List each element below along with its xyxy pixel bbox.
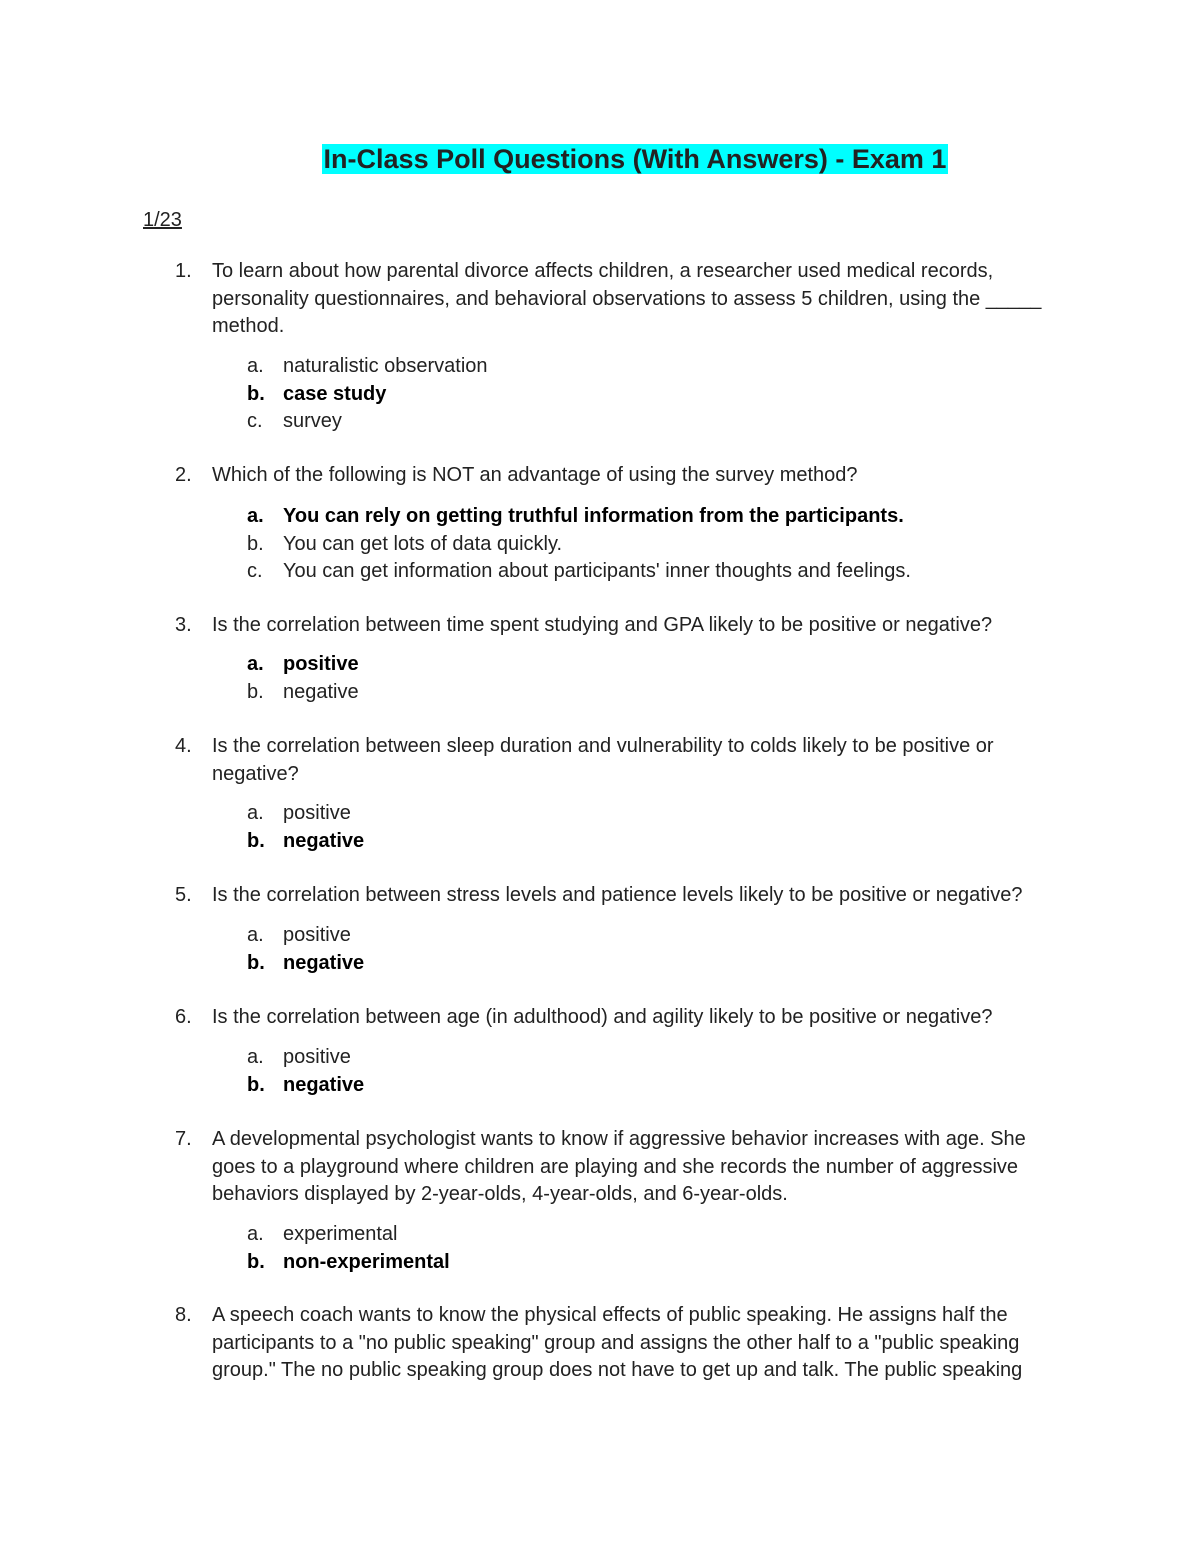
option-letter: c. [247, 560, 263, 582]
option-text: positive [283, 924, 351, 946]
option-text: non-experimental [283, 1250, 450, 1273]
option-letter: b. [247, 1250, 265, 1273]
question-number: 4. [175, 735, 192, 757]
option-text: You can rely on getting truthful information from the participants. [283, 505, 904, 527]
option-letter: a. [247, 355, 264, 377]
option-text: negative [283, 951, 365, 974]
section-date: 1/23 [143, 209, 182, 231]
option-letter: a. [247, 802, 264, 824]
question-text: Is the correlation between age (in adulthood) and agility likely to be positive or negative? [212, 1006, 993, 1028]
option-text: negative [283, 1073, 365, 1096]
question-number: 7. [175, 1128, 192, 1150]
question-number: 6. [175, 1006, 192, 1028]
document-title-text: In-Class Poll Questions (With Answers) - Exam 1 [323, 144, 947, 174]
question-text: Which of the following is NOT an advantage of using the survey method? [212, 464, 858, 486]
option-text: survey [283, 410, 342, 432]
question-text: A speech coach wants to know the physical effects of public speaking. He assigns half the participants to a "no public speaking" group and assigns the other half to a "public speaking group." The no public speaking group does not have to get up and talk. The public speaking [212, 1304, 1023, 1381]
option-text: experimental [283, 1223, 398, 1245]
option-letter: b. [247, 1073, 265, 1096]
question-number: 2. [175, 464, 192, 486]
question-text: Is the correlation between sleep duration and vulnerability to colds likely to be positive or negative? [212, 735, 994, 785]
option-text: You can get information about participants' inner thoughts and feelings. [283, 560, 911, 582]
question-number: 3. [175, 614, 192, 636]
option-text: positive [283, 653, 359, 675]
option-letter: b. [247, 829, 265, 852]
option-letter: a. [247, 653, 264, 675]
option-text: negative [283, 680, 359, 703]
option-letter: b. [247, 382, 265, 405]
question-number: 5. [175, 884, 192, 906]
document-title [0, 141, 1200, 177]
option-text: You can get lots of data quickly. [283, 532, 563, 555]
option-letter: b. [247, 532, 264, 555]
option-letter: a. [247, 505, 264, 527]
option-letter: b. [247, 680, 264, 703]
option-text: naturalistic observation [283, 355, 488, 377]
question-text: Is the correlation between time spent studying and GPA likely to be positive or negative? [212, 614, 993, 636]
option-text: positive [283, 802, 351, 824]
question-text: To learn about how parental divorce affects children, a researcher used medical records, personality questionnaires, and behavioral observations to assess 5 children, using the _____ method. [212, 260, 1042, 337]
option-letter: a. [247, 1223, 264, 1245]
option-letter: a. [247, 924, 264, 946]
question-number: 1. [175, 260, 192, 282]
option-letter: c. [247, 410, 263, 432]
option-letter: b. [247, 951, 265, 974]
option-text: case study [283, 382, 387, 405]
option-text: positive [283, 1046, 351, 1068]
option-text: negative [283, 829, 365, 852]
question-text: Is the correlation between stress levels and patience levels likely to be positive or negative? [212, 884, 1023, 906]
question-text: A developmental psychologist wants to know if aggressive behavior increases with age. She goes to a playground where children are playing and she records the number of aggressive behaviors displayed by 2-year-olds, 4-year-olds, and 6-year-olds. [212, 1128, 1026, 1205]
option-letter: a. [247, 1046, 264, 1068]
question-number: 8. [175, 1304, 192, 1326]
